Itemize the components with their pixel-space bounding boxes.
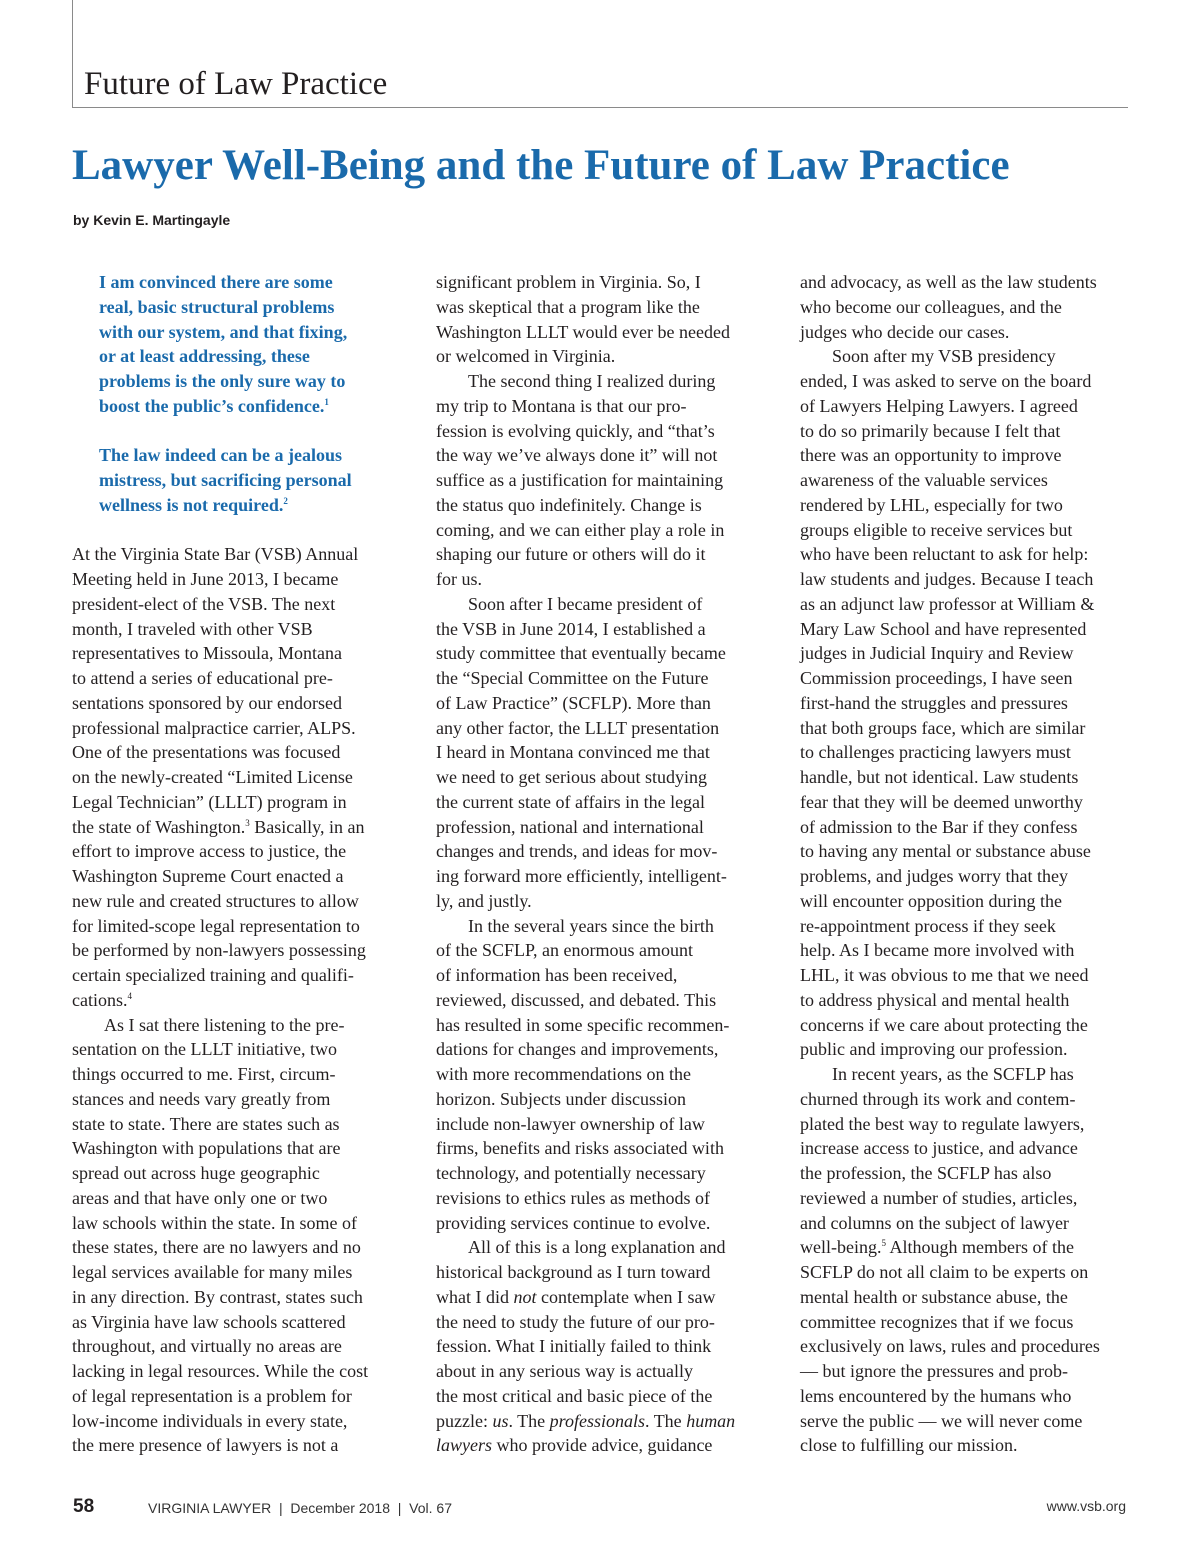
text-line: exclusively on laws, rules and procedures — [800, 1336, 1100, 1357]
text-line: who have been reluctant to ask for help: — [800, 544, 1089, 565]
paragraph — [436, 369, 766, 592]
text-line: Soon after I became president of — [468, 593, 703, 614]
text-line: of Lawyers Helping Lawyers. I agreed — [800, 395, 1078, 416]
text-line: low-income individuals in every state, — [72, 1410, 348, 1431]
text-line: lems encountered by the humans who — [800, 1385, 1072, 1406]
text-line: dations for changes and improvements, — [436, 1039, 719, 1060]
text-line: to attend a series of educational pre- — [72, 668, 333, 688]
text-line: sentations sponsored by our endorsed — [72, 692, 342, 713]
text-line: ly, and justly. — [436, 890, 532, 911]
text-line: handle, but not identical. Law students — [800, 767, 1079, 787]
text-line: mental health or substance abuse, the — [800, 1286, 1068, 1307]
text-line: concerns if we care about protecting the — [800, 1014, 1088, 1035]
text-line: things occurred to me. First, circum- — [72, 1064, 336, 1084]
text-line: the need to study the future of our pro- — [436, 1311, 715, 1332]
text-line: with more recommendations on the — [436, 1064, 691, 1084]
text-line: reviewed a number of studies, articles, — [800, 1187, 1078, 1208]
text-line: in any direction. By contrast, states such — [72, 1286, 363, 1307]
pull-quote-1 — [99, 270, 402, 419]
text-line: with our system, and that fixing, — [99, 321, 348, 342]
text-line: month, I traveled with other VSB — [72, 618, 313, 639]
text-line: the most critical and basic piece of the — [436, 1385, 713, 1406]
text-line: well-being.$^5$ Although members of the — [800, 1237, 1074, 1258]
text-line: coming, and we can either play a role in — [436, 519, 725, 540]
text-line: boost the public’s confidence.$^1$ — [99, 395, 329, 416]
paragraph — [436, 914, 766, 1236]
text-line: profession, national and international — [436, 816, 704, 837]
footnote-ref: 5 — [881, 1238, 886, 1249]
pull-quotes — [72, 270, 402, 518]
text-line: Meeting held in June 2013, I became — [72, 569, 339, 589]
magazine-info: VIRGINIA LAWYER | December 2018 | Vol. 67 — [148, 1500, 452, 1516]
text-line: I am convinced there are some — [99, 272, 333, 292]
text-line: of admission to the Bar if they confess — [800, 816, 1078, 837]
text-line: who become our colleagues, and the — [800, 296, 1062, 317]
text-line: fession is evolving quickly, and “that’s — [436, 420, 715, 441]
text-line: and columns on the subject of lawyer — [800, 1212, 1069, 1233]
text-line: as Virginia have law schools scattered — [72, 1311, 346, 1332]
text-line: professional malpractice carrier, ALPS. — [72, 717, 356, 738]
paragraph — [436, 1235, 766, 1458]
text-line: legal services available for many miles — [72, 1262, 353, 1282]
text-line: In the several years since the birth — [468, 915, 714, 936]
text-line: first-hand the struggles and pressures — [800, 692, 1068, 713]
text-line: the mere presence of lawyers is not a — [72, 1435, 339, 1456]
article-headline: Lawyer Well-Being and the Future of Law Practice — [72, 142, 1010, 189]
text-line: ing forward more efficiently, intelligent- — [436, 866, 727, 886]
text-line: changes and trends, and ideas for mov- — [436, 841, 718, 862]
text-line: law schools within the state. In some of — [72, 1212, 357, 1233]
text-line: As I sat there listening to the pre- — [104, 1014, 345, 1035]
text-line: I heard in Montana convinced me that — [436, 742, 710, 763]
text-line: there was an opportunity to improve — [800, 445, 1062, 466]
text-line: suffice as a justification for maintaining — [436, 470, 724, 490]
text-line: the “Special Committee on the Future — [436, 668, 709, 688]
text-line: Mary Law School and have represented — [800, 618, 1087, 639]
paragraph — [436, 592, 766, 914]
text-line: certain specialized training and qualifi- — [72, 965, 354, 985]
text-line: the state of Washington.$^3$ Basically, in an — [72, 816, 365, 837]
page-number: 58 — [73, 1496, 95, 1517]
text-line: the profession, the SCFLP has also — [800, 1163, 1052, 1183]
text-line: churned through its work and contem- — [800, 1088, 1076, 1109]
text-line: what I did not contemplate when I saw — [436, 1286, 716, 1307]
text-line: these states, there are no lawyers and no — [72, 1237, 361, 1258]
text-line: state to state. There are states such as — [72, 1113, 340, 1134]
text-line: providing services continue to evolve. — [436, 1212, 711, 1233]
text-line: law students and judges. Because I teach — [800, 569, 1094, 589]
pull-quote-2 — [99, 443, 402, 517]
text-line: spread out across huge geographic — [72, 1163, 320, 1183]
text-line: close to fulfilling our mission. — [800, 1435, 1018, 1456]
text-line: throughout, and virtually no areas are — [72, 1336, 342, 1357]
text-line: Washington LLLT would ever be needed — [436, 321, 730, 342]
text-line: the status quo indefinitely. Change is — [436, 494, 702, 515]
text-line: study committee that eventually became — [436, 643, 726, 664]
text-line: horizon. Subjects under discussion — [436, 1088, 686, 1109]
text-line: for us. — [436, 569, 482, 589]
text-line: about in any serious way is actually — [436, 1361, 693, 1381]
text-line: areas and that have only one or two — [72, 1187, 328, 1208]
text-line: cations.$^4$ — [72, 989, 132, 1010]
text-line: One of the presentations was focused — [72, 742, 341, 763]
footnote-ref: 2 — [283, 495, 288, 506]
column-1 — [72, 270, 402, 1458]
text-line: LHL, it was obvious to me that we need — [800, 965, 1089, 985]
paragraph — [800, 344, 1130, 1062]
text-line: Washington Supreme Court enacted a — [72, 866, 344, 886]
text-line: awareness of the valuable services — [800, 470, 1048, 490]
text-line: Soon after my VSB presidency — [832, 346, 1056, 367]
text-line: effort to improve access to justice, the — [72, 841, 347, 862]
section-title: Future of Law Practice — [84, 66, 388, 102]
text-line: be performed by non-lawyers possessing — [72, 940, 366, 961]
text-line: for limited-scope legal representation to — [72, 915, 360, 936]
text-line: public and improving our profession. — [800, 1039, 1068, 1060]
text-line: Legal Technician” (LLLT) program in — [72, 791, 347, 812]
text-line: puzzle: us. The professionals. The human — [436, 1410, 736, 1431]
text-line: of information has been received, — [436, 965, 678, 985]
text-line: lacking in legal resources. While the cost — [72, 1361, 369, 1381]
text-line: ended, I was asked to serve on the board — [800, 371, 1092, 391]
text-line: fear that they will be deemed unworthy — [800, 791, 1083, 812]
text-line: committee recognizes that if we focus — [800, 1311, 1074, 1332]
text-line: rendered by LHL, especially for two — [800, 494, 1063, 515]
text-line: that both groups face, which are similar — [800, 717, 1086, 738]
text-line: to having any mental or substance abuse — [800, 841, 1091, 862]
text-line: of the SCFLP, an enormous amount — [436, 940, 693, 961]
text-line: significant problem in Virginia. So, I — [436, 272, 701, 292]
text-line: any other factor, the LLLT presentation — [436, 717, 720, 738]
text-line: All of this is a long explanation and — [468, 1237, 726, 1258]
text-line: my trip to Montana is that our pro- — [436, 395, 687, 416]
footnote-ref: 3 — [245, 817, 250, 828]
text-line: plated the best way to regulate lawyers, — [800, 1113, 1085, 1134]
text-line: real, basic structural problems — [99, 296, 335, 317]
footnote-ref: 1 — [324, 396, 329, 407]
text-line: revisions to ethics rules as methods of — [436, 1187, 710, 1208]
site-url: www.vsb.org — [1046, 1498, 1126, 1514]
text-line: help. As I became more involved with — [800, 940, 1075, 961]
paragraph — [800, 1062, 1130, 1458]
text-line: sentation on the LLLT initiative, two — [72, 1039, 337, 1060]
byline: by Kevin E. Martingayle — [73, 212, 231, 228]
text-line: of Law Practice” (SCFLP). More than — [436, 692, 711, 713]
text-line: as an adjunct law professor at William & — [800, 593, 1095, 614]
text-line: increase access to justice, and advance — [800, 1138, 1078, 1159]
text-line: lawyers who provide advice, guidance — [436, 1435, 713, 1456]
text-line: judges who decide our cases. — [800, 321, 1010, 342]
text-line: The second thing I realized during — [468, 371, 716, 391]
text-line: problems, and judges worry that they — [800, 866, 1068, 886]
text-line: will encounter opposition during the — [800, 890, 1062, 911]
text-line: include non-lawyer ownership of law — [436, 1113, 705, 1134]
text-line: firms, benefits and risks associated with — [436, 1138, 724, 1159]
text-line: on the newly-created “Limited License — [72, 767, 353, 787]
section-divider-vertical — [72, 0, 73, 108]
text-line: was skeptical that a program like the — [436, 296, 700, 317]
text-line: the VSB in June 2014, I established a — [436, 618, 706, 639]
text-line: has resulted in some specific recommen- — [436, 1014, 730, 1035]
paragraph — [72, 1013, 402, 1459]
text-line: mistress, but sacrificing personal — [99, 470, 352, 490]
text-line: to do so primarily because I felt that — [800, 420, 1061, 441]
text-line: Washington with populations that are — [72, 1138, 341, 1159]
text-line: Commission proceedings, I have seen — [800, 668, 1073, 688]
paragraph — [436, 270, 766, 369]
text-line: wellness is not required.$^2$ — [99, 494, 288, 515]
text-line: to challenges practicing lawyers must — [800, 742, 1071, 763]
text-line: president-elect of the VSB. The next — [72, 593, 336, 614]
text-line: re-appointment process if they seek — [800, 915, 1056, 936]
text-line: of legal representation is a problem for — [72, 1385, 352, 1406]
text-line: technology, and potentially necessary — [436, 1163, 706, 1183]
text-line: historical background as I turn toward — [436, 1262, 711, 1282]
text-line: new rule and created structures to allow — [72, 890, 359, 911]
text-line: to address physical and mental health — [800, 989, 1070, 1010]
text-line: groups eligible to receive services but — [800, 519, 1073, 540]
footnote-ref: 4 — [127, 990, 132, 1001]
text-line: or welcomed in Virginia. — [436, 346, 616, 367]
text-line: serve the public — we will never come — [800, 1410, 1083, 1431]
text-line: or at least addressing, these — [99, 346, 310, 367]
text-line: and advocacy, as well as the law students — [800, 272, 1097, 292]
text-line: — but ignore the pressures and prob- — [800, 1361, 1068, 1381]
text-line: fession. What I initially failed to think — [436, 1336, 712, 1357]
text-line: At the Virginia State Bar (VSB) Annual — [72, 544, 359, 565]
paragraph — [72, 542, 402, 1012]
text-line: problems is the only sure way to — [99, 371, 346, 391]
text-line: shaping our future or others will do it — [436, 544, 706, 565]
text-line: SCFLP do not all claim to be experts on — [800, 1262, 1089, 1282]
paragraph — [800, 270, 1130, 344]
text-line: we need to get serious about studying — [436, 767, 707, 787]
text-line: The law indeed can be a jealous — [99, 445, 343, 466]
text-line: stances and needs vary greatly from — [72, 1088, 331, 1109]
text-line: the current state of affairs in the legal — [436, 791, 706, 812]
column-3 — [800, 270, 1130, 1458]
text-line: reviewed, discussed, and debated. This — [436, 989, 717, 1010]
column-2 — [436, 270, 766, 1458]
text-line: representatives to Missoula, Montana — [72, 643, 342, 664]
text-line: the way we’ve always done it” will not — [436, 445, 718, 466]
section-divider-horizontal — [72, 107, 1128, 108]
text-line: In recent years, as the SCFLP has — [832, 1064, 1074, 1084]
text-line: judges in Judicial Inquiry and Review — [800, 643, 1074, 664]
